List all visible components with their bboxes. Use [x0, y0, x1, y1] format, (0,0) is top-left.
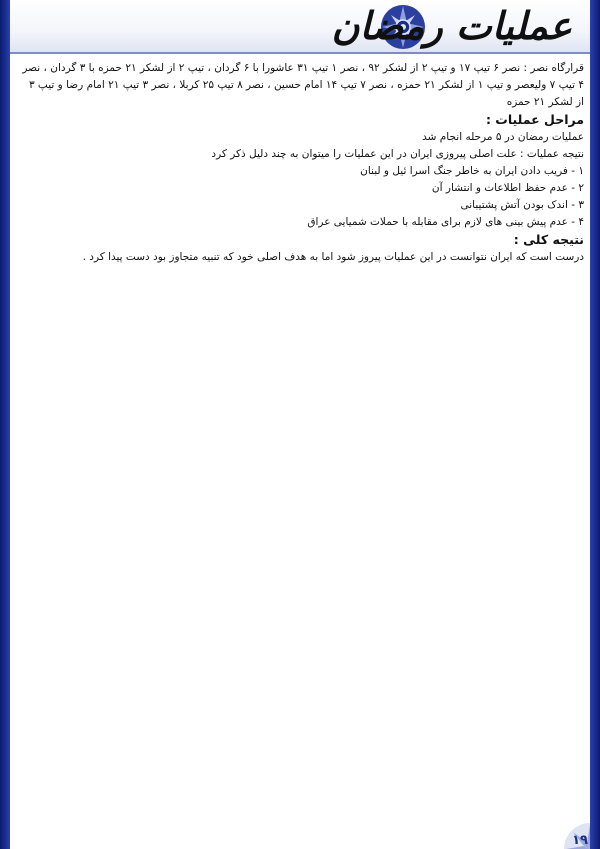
- page-title: عملیات رمضان: [331, 3, 572, 48]
- result-intro: نتیجه عملیات : علت اصلی پیروزی ایران در این عملیات را میتوان به چند دلیل ذکر کرد: [211, 148, 584, 160]
- reason-item: ۴ - عدم پیش بینی های لازم برای مقابله با حملات شمیایی عراق: [307, 216, 584, 228]
- stages-heading: مراحل عملیات :: [485, 112, 584, 127]
- page-body: [10, 54, 590, 849]
- reason-item: ۳ - اندک بودن آتش پشتیبانی: [460, 199, 584, 211]
- frame-right: [590, 0, 600, 849]
- intro-paragraph: قرارگاه نصر : نصر ۶ تیپ ۱۷ و تیپ ۲ از لشکر ۹۲ ، نصر ۱ تیپ ۳۱ عاشورا با ۶ گردان ، تیپ ۲ از لشکر ۲۱ حمزه با ۳ گردان ، نصر ۴ تیپ ۷ ولیعصر و تیپ ۱ از لشکر ۲۱ حمزه ، نصر ۷ تیپ ۱۴ امام حسین ، نصر ۸ تیپ ۲۵ کربلا ، نصر ۳ تیپ ۲۱ امام رضا و تیپ ۳ از لشکر ۲۱ حمزه: [22, 62, 584, 108]
- page-header: [10, 0, 590, 54]
- reason-item: ۱ - فریب دادن ایران به خاطر جنگ اسرا ئیل و لبنان: [360, 165, 584, 177]
- reason-item: ۲ - عدم حفظ اطلاعات و انتشار آن: [431, 182, 584, 194]
- conclusion-text: درست است که ایران نتوانست در این عملیات پیروز شود اما به هدف اصلی خود که تنبیه متجاوز بود دست پیدا کرد .: [82, 251, 584, 263]
- stages-text: عملیات رمضان در ۵ مرحله انجام شد: [422, 131, 584, 143]
- frame-left: [0, 0, 10, 849]
- page-number: ۱۹: [572, 833, 588, 848]
- article-content: [22, 60, 584, 266]
- conclusion-heading: نتیجه کلی :: [513, 232, 584, 247]
